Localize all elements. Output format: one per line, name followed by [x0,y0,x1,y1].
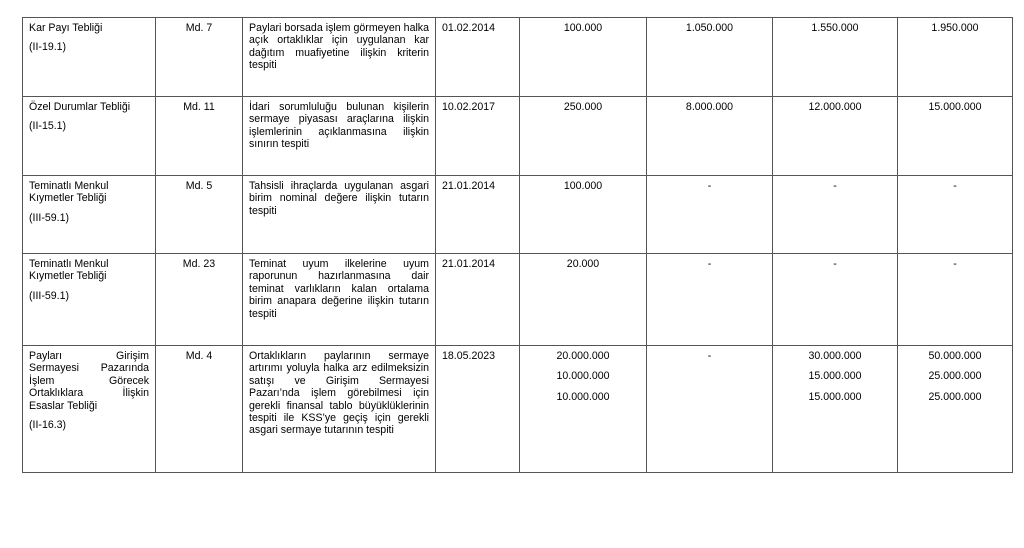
amount-value: - [833,258,837,270]
amount-value: - [707,180,712,192]
amount-cell-v1 [520,18,647,97]
amount-value: 10.000.000 [556,370,610,383]
amount-cell-v2 [647,346,773,473]
regulation-name: Kar Payı Tebliği [29,22,103,34]
amount-cell-v4 [898,18,1013,97]
regulation-cell [23,18,156,97]
article-cell: Md. 11 [156,97,243,176]
description-cell: Paylari borsada işlem görmeyen halka açık ortaklıklar için uygulanan kar dağıtım muafiyetine ilişkin kriterin tespiti [243,18,436,97]
amount-cell-v2 [647,176,773,254]
amount-value: 30.000.000 [808,350,862,362]
regulation-cell [23,254,156,346]
amount-value: 15.000.000 [928,101,982,113]
amount-value: 1.550.000 [811,22,859,34]
amount-cell-v1 [520,346,647,473]
regulation-name: Teminatlı Menkul Kıymetler Tebliği [29,258,109,283]
date-cell: 01.02.2014 [436,18,520,97]
amount-value: 12.000.000 [808,101,862,113]
amount-cell-v1 [520,254,647,346]
amount-value: 1.950.000 [931,22,979,34]
date-cell: 10.02.2017 [436,97,520,176]
table-row [23,346,1013,473]
amount-value: 100.000 [563,180,603,192]
regulation-threshold-table [22,17,1013,473]
date-cell: 18.05.2023 [436,346,520,473]
amount-cell-v1 [520,176,647,254]
regulation-name: Teminatlı Menkul Kıymetler Tebliği [29,180,109,205]
description-cell: İdari sorumluluğu bulunan kişilerin sermaye piyasası araçlarına ilişkin işlemlerinin açıklanmasına ilişkin sınırın tespiti [243,97,436,176]
table-body [23,18,1013,473]
amount-value: 8.000.000 [685,101,734,113]
amount-cell-v2 [647,97,773,176]
regulation-name: Özel Durumlar Tebliği [29,101,131,113]
amount-value: 20.000.000 [556,350,610,362]
amount-value: 25.000.000 [928,370,982,383]
amount-value: 100.000 [563,22,603,34]
amount-value: 50.000.000 [928,350,982,362]
amount-value: 250.000 [563,101,603,113]
regulation-reference: (III-59.1) [29,211,70,224]
amount-cell-v1 [520,97,647,176]
amount-value: - [953,180,957,192]
date-cell: 21.01.2014 [436,176,520,254]
amount-cell-v3 [773,176,898,254]
article-cell: Md. 7 [156,18,243,97]
regulation-reference: (II-19.1) [29,41,67,54]
amount-value: 25.000.000 [928,390,982,403]
description-cell: Tahsisli ihraçlarda uygulanan asgari birim nominal değere ilişkin tutarın tespiti [243,176,436,254]
amount-value: - [953,258,957,270]
amount-cell-v3 [773,97,898,176]
regulation-reference: (II-15.1) [29,120,67,133]
amount-cell-v4 [898,176,1013,254]
regulation-cell [23,346,156,473]
table-row [23,18,1013,97]
article-cell: Md. 4 [156,346,243,473]
amount-value: 15.000.000 [808,390,862,403]
amount-value: - [707,350,712,362]
regulation-reference: (III-59.1) [29,289,70,302]
table-row [23,254,1013,346]
regulation-cell [23,176,156,254]
description-cell: Teminat uyum ilkelerine uyum raporunun hazırlanmasına dair teminat varlıkların kalan ortalama birim anapara değerine ilişkin tutarın tespiti [243,254,436,346]
amount-cell-v2 [647,254,773,346]
amount-value: - [707,258,712,270]
amount-cell-v3 [773,254,898,346]
amount-cell-v3 [773,346,898,473]
amount-cell-v4 [898,346,1013,473]
amount-value: - [833,180,837,192]
regulation-cell [23,97,156,176]
amount-value: 15.000.000 [808,370,862,383]
amount-cell-v4 [898,254,1013,346]
regulation-reference: (II-16.3) [29,419,67,432]
amount-value: 1.050.000 [685,22,734,34]
article-cell: Md. 23 [156,254,243,346]
amount-value: 20.000 [566,258,600,270]
table-row [23,176,1013,254]
article-cell: Md. 5 [156,176,243,254]
table-row [23,97,1013,176]
amount-cell-v4 [898,97,1013,176]
amount-cell-v2 [647,18,773,97]
amount-value: 10.000.000 [556,390,610,403]
description-cell: Ortaklıkların paylarının sermaye artırımı yoluyla halka arz edilmeksizin satışı ve Girişim Sermayesi Pazarı’nda işlem görebilmesi için gerekli finansal tablo büyüklüklerinin tespiti ile KSS’ye geçiş için gerekli asgari sermaye tutarının tespiti [243,346,436,473]
date-cell: 21.01.2014 [436,254,520,346]
regulation-name: Payları Girişim Sermayesi Pazarında İşlem Görecek Ortaklıklara İlişkin Esaslar Tebliği [29,350,149,412]
amount-cell-v3 [773,18,898,97]
